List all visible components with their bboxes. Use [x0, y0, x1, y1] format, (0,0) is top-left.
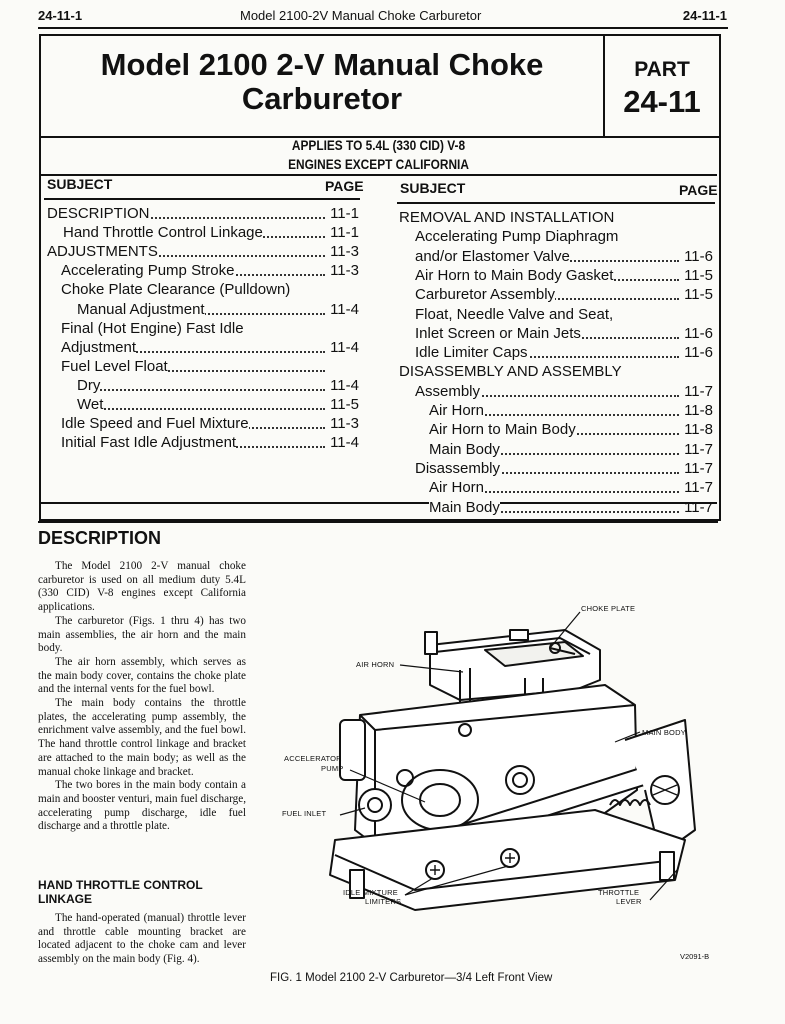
- toc-entry: [399, 362, 713, 381]
- toc-entry-label: REMOVAL AND INSTALLATION: [399, 209, 615, 226]
- callout-choke-plate: CHOKE PLATE: [581, 604, 636, 613]
- toc-entry-label: Choke Plate Clearance (Pulldown): [61, 281, 291, 299]
- paragraph: The two bores in the main body contain a main and booster venturi, main fuel discharge, accelerating pump discharge, idle fuel discharge and a throttle plate.: [38, 779, 246, 833]
- toc-entry: [429, 498, 713, 517]
- toc-entry-label: Air Horn to Main Body Gasket: [415, 266, 614, 284]
- toc-right-page-heading: PAGE: [679, 182, 718, 198]
- toc-entry-page: 11-5: [330, 396, 359, 413]
- toc-left-head-rule: [44, 198, 360, 200]
- toc-entry-label: Fuel Level Float: [61, 357, 168, 375]
- part-number: 24-11: [623, 84, 701, 119]
- toc-entry-label: Wet: [77, 396, 104, 413]
- toc-entry-page: 11-6: [684, 324, 713, 342]
- toc-entry-page: 11-6: [684, 247, 713, 265]
- page-number-left: 24-11-1: [38, 8, 83, 23]
- toc-entry: [61, 414, 359, 433]
- toc-entry: [415, 305, 713, 324]
- toc-entry: [429, 440, 713, 459]
- toc-entry: [47, 204, 359, 223]
- toc-entry-page: 11-6: [684, 344, 713, 362]
- toc-entry: [63, 223, 359, 242]
- toc-entry-label: Air Horn: [429, 402, 485, 419]
- toc-entry-label: Carburetor Assembly: [415, 286, 556, 304]
- toc-entry: [415, 247, 713, 266]
- toc-entry-label: Air Horn: [429, 479, 485, 497]
- paragraph: The main body contains the throttle plates, the accelerating pump assembly, the enrichment valve assembly, and the fuel bowl. The hand throttle control linkage and bracket are attached to the main body; as well as the manual choke linkage and bracket.: [38, 697, 246, 778]
- description-body: [38, 560, 246, 834]
- toc-entry-label: Manual Adjustment: [77, 300, 205, 318]
- applies-line-2: ENGINES EXCEPT CALIFORNIA: [288, 157, 469, 172]
- toc-right-head-rule: [397, 202, 715, 204]
- callout-accelerator-pump-1: ACCELERATOR: [284, 754, 342, 763]
- toc-entry-label: Idle Limiter Caps: [415, 344, 528, 362]
- title-box: [39, 34, 721, 138]
- toc-entry-label: Main Body: [429, 440, 500, 458]
- toc-entry-label: ADJUSTMENTS: [47, 243, 158, 261]
- callout-idle-mixture-1: IDLE MIXTURE: [343, 888, 398, 897]
- subsection-heading: HAND THROTTLE CONTROL LINKAGE: [38, 878, 203, 906]
- toc-entry-page: 11-1: [330, 205, 359, 222]
- paragraph: The Model 2100 2-V manual choke carburetor is used on all medium duty 5.4L (330 CID) V-8 engines except California applications.: [38, 560, 246, 614]
- toc-entry: [77, 395, 359, 414]
- toc-entry: [61, 433, 359, 452]
- title-line-2: Carburetor: [241, 81, 403, 116]
- toc-top-rule: [41, 174, 717, 176]
- toc-entry: [429, 478, 713, 497]
- toc-entry: [61, 261, 359, 280]
- toc-entry: [77, 300, 359, 319]
- toc-leader-dots: [77, 389, 325, 391]
- toc-entry: [415, 227, 713, 246]
- toc-entry-label: Accelerating Pump Diaphragm: [415, 228, 619, 246]
- figure-caption: FIG. 1 Model 2100 2-V Carburetor—3/4 Left Front View: [270, 972, 553, 984]
- callout-air-horn: AIR HORN: [356, 660, 395, 669]
- toc-entry-label: Accelerating Pump Stroke: [61, 262, 235, 280]
- toc-entry-label: Final (Hot Engine) Fast Idle: [61, 319, 244, 337]
- section-heading: DESCRIPTION: [38, 528, 162, 548]
- toc-entry-label: DISASSEMBLY AND ASSEMBLY: [399, 363, 622, 381]
- toc-left-page-heading: PAGE: [325, 178, 364, 194]
- toc-entry: [415, 285, 713, 304]
- callout-main-body: MAIN BODY: [642, 728, 686, 737]
- toc-entry: [61, 319, 359, 338]
- paragraph: The carburetor (Figs. 1 thru 4) has two main assemblies, the air horn and the main body.: [38, 614, 246, 655]
- toc-entry-label: DESCRIPTION: [47, 205, 150, 222]
- toc-left-subject-heading: SUBJECT: [47, 176, 113, 192]
- callout-fuel-inlet: FUEL INLET: [282, 809, 327, 818]
- toc-entry-label: Disassembly: [415, 459, 501, 477]
- part-label: PART: [634, 58, 690, 81]
- toc-entry: [61, 280, 359, 299]
- toc-entry: [415, 459, 713, 478]
- toc-entry-label: Assembly: [415, 382, 481, 400]
- applies-line-1: APPLIES TO 5.4L (330 CID) V-8: [291, 138, 466, 153]
- callout-throttle-lever-1: THROTTLE: [598, 888, 640, 897]
- toc-entry: [429, 420, 713, 439]
- page-number-right: 24-11-1: [682, 8, 727, 23]
- toc-entry: [415, 324, 713, 343]
- callout-throttle-lever-2: LEVER: [616, 897, 642, 906]
- toc-entry: [415, 382, 713, 401]
- toc-leader-dots: [77, 408, 325, 410]
- toc-entry-label: Air Horn to Main Body: [429, 421, 576, 439]
- toc-entry-label: and/or Elastomer Valve: [415, 247, 570, 265]
- toc-entry-label: Dry: [77, 376, 101, 394]
- toc-entry-page: 11-3: [330, 243, 359, 261]
- toc-entry-page: 11-7: [684, 382, 713, 400]
- section-rule: [38, 521, 718, 523]
- header-rule: [38, 27, 728, 29]
- toc-entry-page: 11-8: [684, 421, 713, 439]
- toc-entry-page: 11-4: [330, 376, 359, 394]
- toc-entry: [77, 376, 359, 395]
- toc-entry: [429, 401, 713, 420]
- toc-entry-label: Idle Speed and Fuel Mixture: [61, 415, 249, 433]
- toc-entry-page: 11-4: [330, 300, 359, 318]
- toc-entry: [399, 208, 713, 227]
- toc-entry-label: Adjustment: [61, 338, 137, 356]
- toc-entry-page: 11-1: [330, 224, 359, 242]
- toc-entry-page: 11-7: [684, 440, 713, 458]
- toc-entry-label: Main Body: [429, 498, 500, 516]
- figure-id: V2091-B: [680, 952, 710, 961]
- paragraph: The air horn assembly, which serves as the main body cover, contains the choke plate and the internal vents for the fuel bowl.: [38, 655, 246, 696]
- callout-idle-mixture-2: LIMITERS: [365, 897, 402, 906]
- toc-entry-page: 11-7: [684, 479, 713, 497]
- page-title: [41, 48, 603, 116]
- toc-entry-page: 11-8: [684, 402, 713, 419]
- subsection-body: [38, 912, 246, 967]
- running-title: Model 2100-2V Manual Choke Carburetor: [240, 8, 482, 23]
- toc-entry: [61, 357, 359, 376]
- toc-entry: [415, 266, 713, 285]
- toc-entry-page: 11-7: [684, 498, 713, 516]
- toc-entry-label: Inlet Screen or Main Jets: [415, 324, 581, 342]
- toc-right-subject-heading: SUBJECT: [400, 180, 466, 196]
- toc-entry: [47, 242, 359, 261]
- toc-entry-page: 11-4: [330, 338, 359, 356]
- toc-entry-page: 11-7: [684, 459, 713, 477]
- toc-entry-label: Float, Needle Valve and Seat,: [415, 305, 614, 323]
- callout-accelerator-pump-2: PUMP: [321, 764, 344, 773]
- toc-entry-page: 11-5: [684, 266, 713, 284]
- toc-entry-page: 11-5: [684, 286, 713, 304]
- toc-entry: [415, 343, 713, 362]
- toc-entry-page: 11-4: [330, 434, 359, 452]
- toc-entry-page: 11-3: [330, 262, 359, 280]
- toc-entry-label: Initial Fast Idle Adjustment: [61, 434, 237, 452]
- paragraph: The hand-operated (manual) throttle lever and throttle cable mounting bracket are located adjacent to the choke cam and lever assembly on the main body (Fig. 4).: [38, 912, 246, 966]
- toc-entry-page: 11-3: [330, 415, 359, 433]
- title-line-1: Model 2100 2-V Manual Choke: [100, 47, 544, 82]
- toc-entry: [61, 338, 359, 357]
- toc-entry-label: Hand Throttle Control Linkage: [63, 224, 263, 242]
